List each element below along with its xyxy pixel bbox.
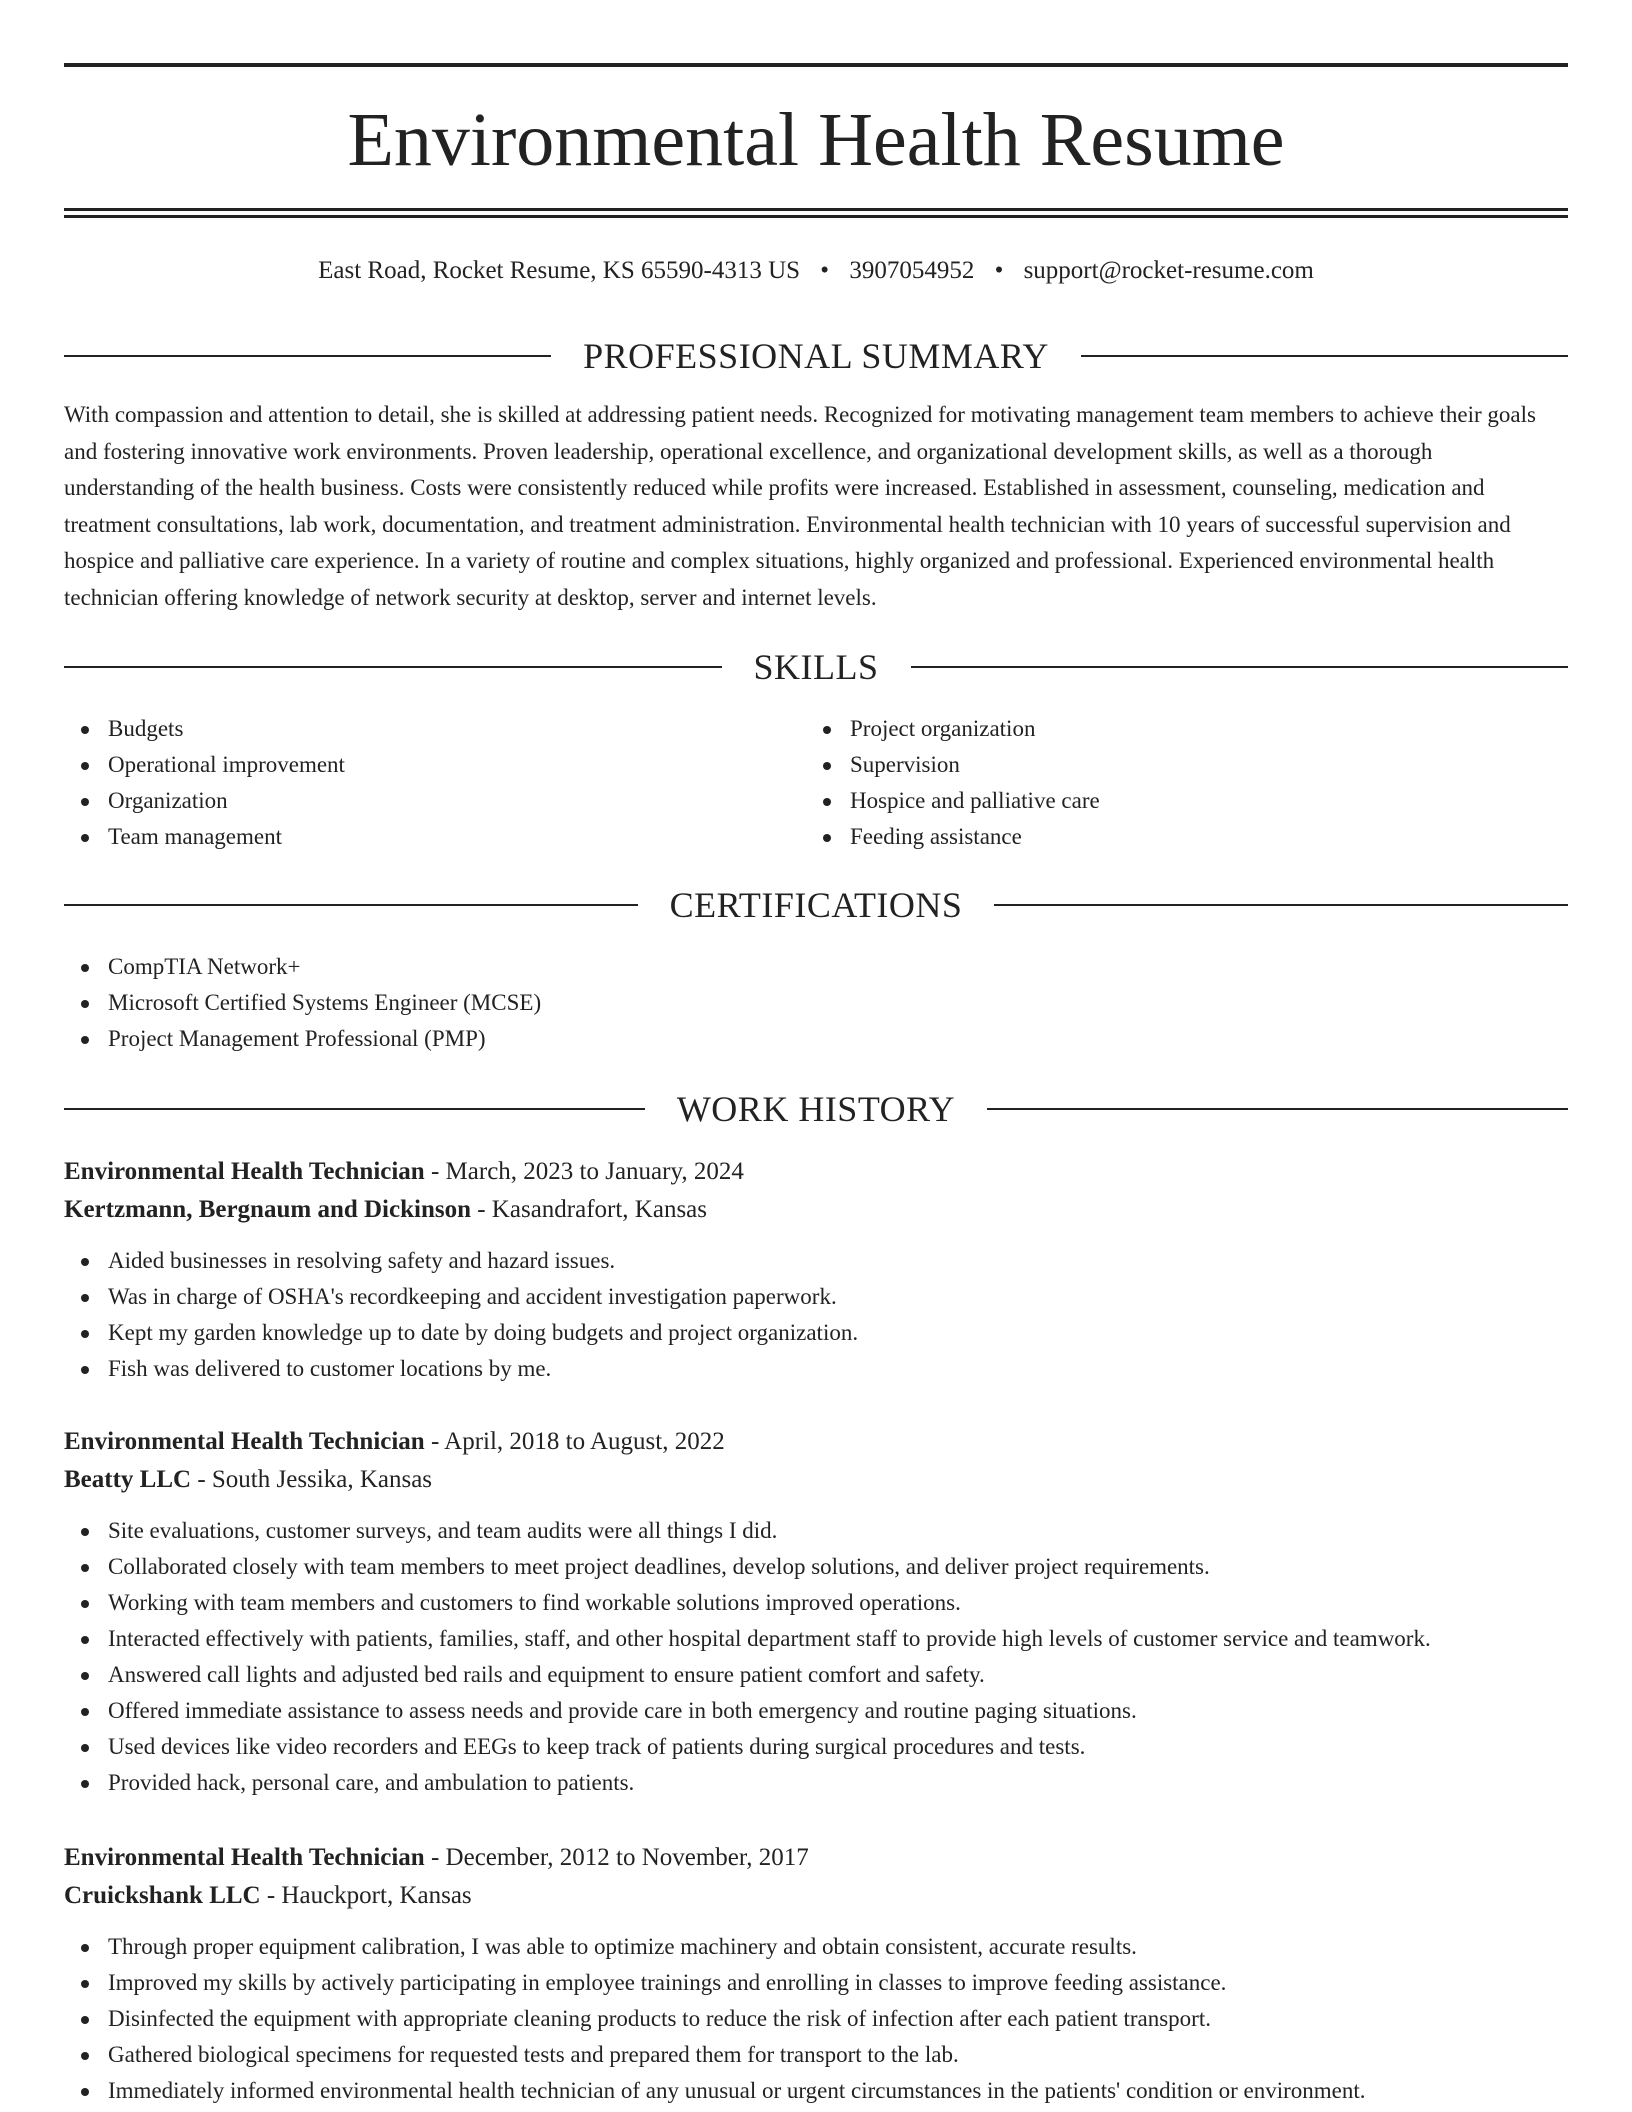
job-duty: Improved my skills by actively participating in employee trainings and enrolling in classes to improve feeding assistance.: [64, 1965, 1568, 2001]
job-company-line: [64, 1461, 1568, 1499]
heading-rule: [911, 666, 1569, 668]
skills-heading: SKILLS: [753, 647, 879, 687]
heading-rule: [64, 355, 551, 357]
job-duty: Collaborated closely with team members to meet project deadlines, develop solutions, and deliver project requirements.: [64, 1549, 1568, 1585]
job-duty: Aided businesses in resolving safety and hazard issues.: [64, 1243, 1568, 1279]
job-dates: - March, 2023 to January, 2024: [424, 1158, 744, 1185]
job-duty: Offered immediate assistance to assess needs and provide care in both emergency and routine paging situations.: [64, 1693, 1568, 1729]
contact-line: [64, 254, 1568, 288]
job-entry: [64, 1153, 1568, 1387]
skill-item: Budgets: [64, 711, 345, 747]
contact-separator: •: [820, 257, 830, 284]
heading-rule: [64, 1108, 645, 1110]
work-heading: WORK HISTORY: [676, 1089, 956, 1129]
job-duty: Site evaluations, customer surveys, and team audits were all things I did.: [64, 1513, 1568, 1549]
contact-email: support@rocket-resume.com: [1023, 257, 1314, 284]
title-double-rule: [64, 208, 1568, 218]
skill-item: Hospice and palliative care: [806, 783, 1100, 819]
job-company-line: [64, 1191, 1568, 1229]
job-location: - South Jessika, Kansas: [191, 1466, 433, 1493]
contact-separator: •: [994, 257, 1004, 284]
certifications-heading: CERTIFICATIONS: [669, 885, 963, 925]
job-duty: Was in charge of OSHA's recordkeeping and accident investigation paperwork.: [64, 1279, 1568, 1315]
skills-list-left: [64, 711, 345, 855]
job-duty: Interacted effectively with patients, families, staff, and other hospital department staff to provide high levels of customer service and teamwork.: [64, 1621, 1568, 1657]
heading-rule: [994, 904, 1568, 906]
certifications-list: [64, 949, 541, 1057]
job-dates: - April, 2018 to August, 2022: [424, 1428, 725, 1455]
skill-item: Supervision: [806, 747, 1100, 783]
job-location: - Hauckport, Kansas: [260, 1882, 472, 1909]
job-dates: - December, 2012 to November, 2017: [424, 1844, 809, 1871]
skills-list-right: [806, 711, 1100, 855]
job-duties-list: [64, 1929, 1568, 2109]
certification-item: CompTIA Network+: [64, 949, 541, 985]
heading-rule: [64, 904, 638, 906]
job-title: Environmental Health Technician: [64, 1428, 425, 1455]
summary-section-heading: [64, 334, 1568, 378]
job-location: - Kasandrafort, Kansas: [470, 1196, 708, 1223]
job-title-line: [64, 1423, 1568, 1461]
contact-phone: 3907054952: [849, 257, 975, 284]
job-duty: Fish was delivered to customer locations by me.: [64, 1351, 1568, 1387]
job-title: Environmental Health Technician: [64, 1158, 425, 1185]
job-duty: Disinfected the equipment with appropriate cleaning products to reduce the risk of infection after each patient transport.: [64, 2001, 1568, 2037]
summary-heading: PROFESSIONAL SUMMARY: [583, 336, 1049, 376]
contact-address: East Road, Rocket Resume, KS 65590-4313 US: [318, 257, 801, 284]
skill-item: Operational improvement: [64, 747, 345, 783]
job-company: Kertzmann, Bergnaum and Dickinson: [64, 1196, 471, 1223]
heading-rule: [987, 1108, 1568, 1110]
skill-item: Organization: [64, 783, 345, 819]
job-title-line: [64, 1153, 1568, 1191]
job-duty: Kept my garden knowledge up to date by doing budgets and project organization.: [64, 1315, 1568, 1351]
skill-item: Project organization: [806, 711, 1100, 747]
resume-title: Environmental Health Resume: [347, 98, 1285, 182]
skill-item: Team management: [64, 819, 345, 855]
job-duty: Answered call lights and adjusted bed rails and equipment to ensure patient comfort and safety.: [64, 1657, 1568, 1693]
job-company-line: [64, 1877, 1568, 1915]
job-entry: [64, 1423, 1568, 1801]
job-entry: [64, 1839, 1568, 2109]
job-duty: Working with team members and customers to find workable solutions improved operations.: [64, 1585, 1568, 1621]
certification-item: Project Management Professional (PMP): [64, 1021, 541, 1057]
job-title-line: [64, 1839, 1568, 1877]
job-duties-list: [64, 1243, 1568, 1387]
job-duties-list: [64, 1513, 1568, 1801]
skill-item: Feeding assistance: [806, 819, 1100, 855]
certifications-section-heading: [64, 883, 1568, 927]
certification-item: Microsoft Certified Systems Engineer (MCSE): [64, 985, 541, 1021]
job-title: Environmental Health Technician: [64, 1844, 425, 1871]
top-rule: [64, 63, 1568, 67]
work-section-heading: [64, 1087, 1568, 1131]
job-duty: Immediately informed environmental health technician of any unusual or urgent circumstances in the patients' condition or environment.: [64, 2073, 1568, 2109]
heading-rule: [64, 666, 722, 668]
job-company: Cruickshank LLC: [64, 1882, 261, 1909]
job-duty: Provided hack, personal care, and ambulation to patients.: [64, 1765, 1568, 1801]
heading-rule: [1081, 355, 1568, 357]
job-duty: Used devices like video recorders and EEGs to keep track of patients during surgical procedures and tests.: [64, 1729, 1568, 1765]
job-company: Beatty LLC: [64, 1466, 192, 1493]
summary-text: With compassion and attention to detail, she is skilled at addressing patient needs. Recognized for motivating management team members to achieve their goals and fostering innovative work environments. Proven leadership, operational excellence, and organizational development skills, as well as a thorough understanding of the health business. Costs were consistently reduced while profits were increased. Established in assessment, counseling, medication and treatment consultations, lab work, documentation, and treatment administration. Environmental health technician with 10 years of successful supervision and hospice and palliative care experience. In a variety of routine and complex situations, highly organized and professional. Experienced environmental health technician offering knowledge of network security at desktop, server and internet levels.: [64, 402, 1536, 610]
job-duty: Gathered biological specimens for requested tests and prepared them for transport to the lab.: [64, 2037, 1568, 2073]
job-duty: Through proper equipment calibration, I was able to optimize machinery and obtain consistent, accurate results.: [64, 1929, 1568, 1965]
skills-section-heading: [64, 645, 1568, 689]
